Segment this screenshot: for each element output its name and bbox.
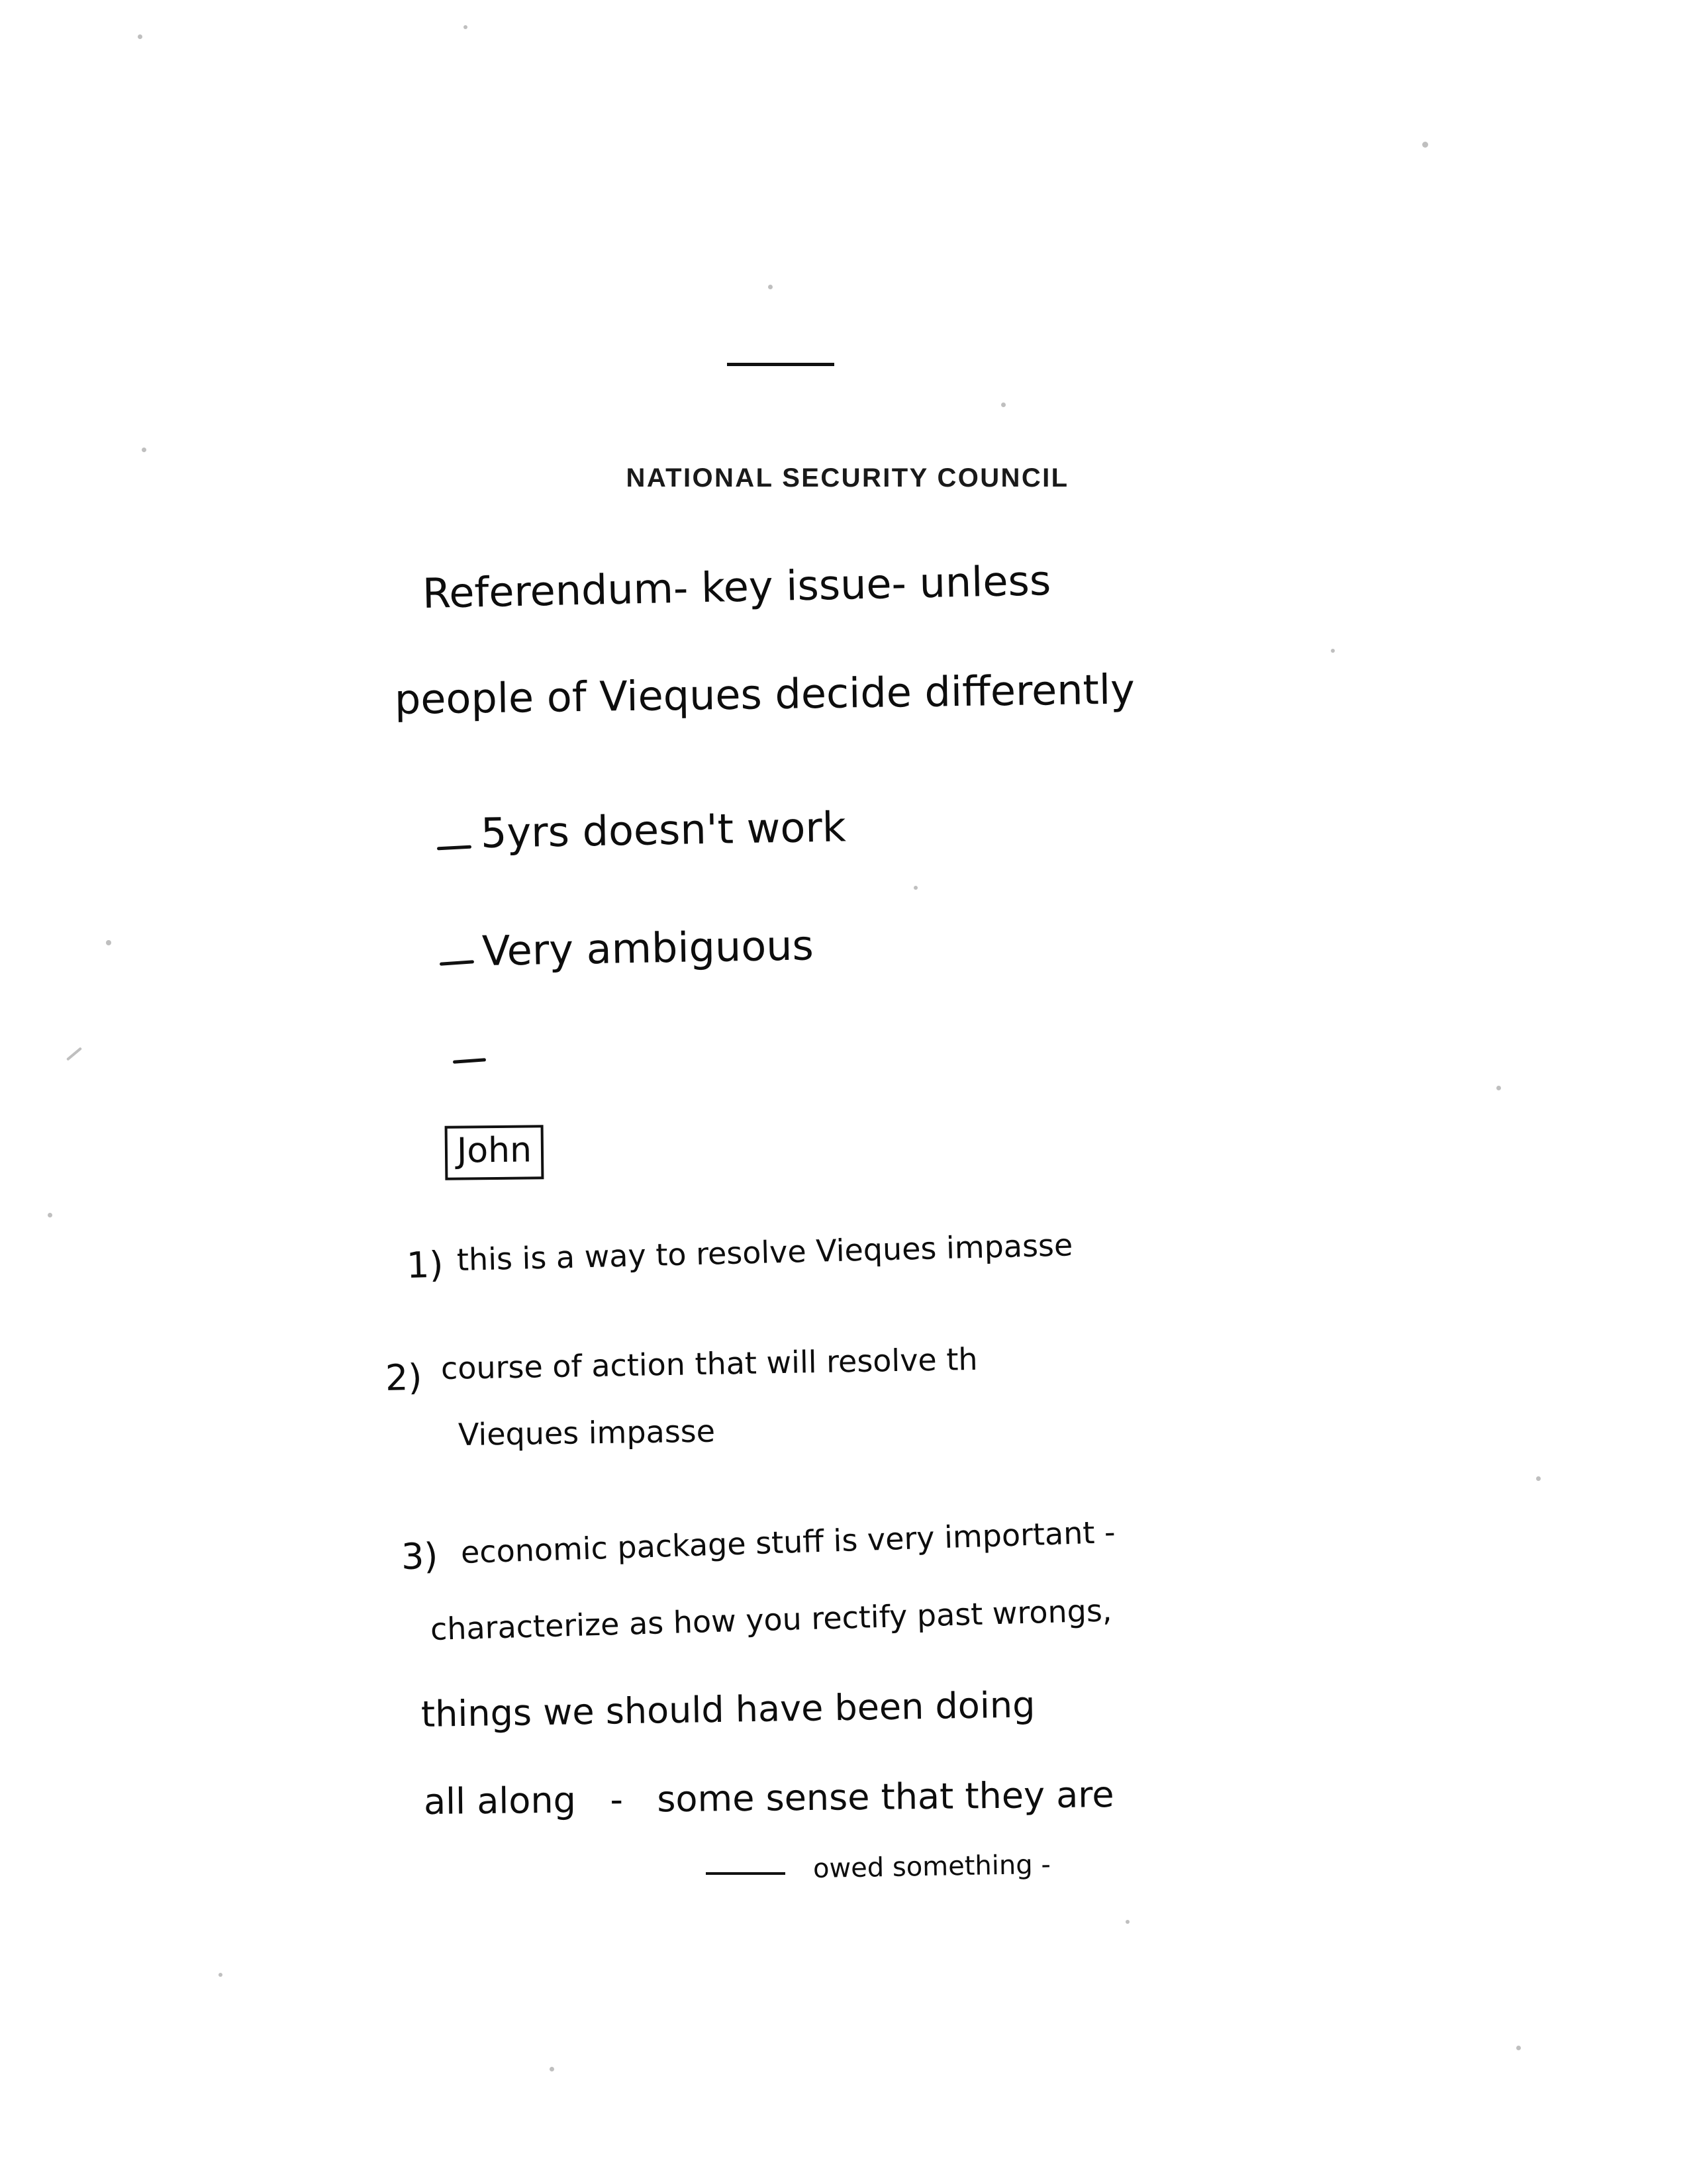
section-label-john: John bbox=[445, 1125, 544, 1180]
scan-speck bbox=[1536, 1476, 1541, 1481]
scan-speck bbox=[1516, 2046, 1521, 2050]
scan-speck bbox=[1422, 142, 1428, 148]
note-item-2-line-2: Vieques impasse bbox=[458, 1413, 716, 1452]
scan-speck bbox=[463, 25, 467, 29]
scan-speck bbox=[142, 448, 146, 452]
note-item-1-number: 1) bbox=[406, 1243, 444, 1286]
letterhead-rule bbox=[727, 363, 834, 366]
scan-speck bbox=[1496, 1086, 1501, 1090]
letterhead-title: NATIONAL SECURITY COUNCIL bbox=[626, 463, 1069, 493]
note-line-opening-1: Referendum- key issue- unless bbox=[422, 556, 1051, 618]
note-item-3-line-4: all along - some sense that they are bbox=[423, 1774, 1114, 1823]
note-item-1-line-1: this is a way to resolve Vieques impasse bbox=[456, 1227, 1073, 1278]
note-item-3-line-2: characterize as how you rectify past wrongs, bbox=[430, 1592, 1113, 1647]
note-bullet-2: Very ambiguous bbox=[481, 921, 814, 975]
scan-speck bbox=[1001, 403, 1006, 407]
note-item-3-line-5: owed something - bbox=[812, 1849, 1051, 1884]
scan-speck bbox=[1331, 649, 1335, 653]
scan-speck bbox=[218, 1973, 222, 1977]
note-underline bbox=[706, 1872, 785, 1875]
note-line-opening-2: people of Vieques decide differently bbox=[394, 665, 1136, 724]
bullet-dash-3 bbox=[453, 1058, 486, 1063]
scan-speck bbox=[914, 886, 918, 890]
note-item-3-line-1: economic package stuff is very important - bbox=[460, 1513, 1116, 1570]
scan-speck bbox=[1126, 1920, 1130, 1924]
note-item-3-number: 3) bbox=[401, 1535, 438, 1578]
note-bullet-1: 5yrs doesn't work bbox=[480, 802, 847, 857]
scan-speck bbox=[550, 2067, 554, 2071]
bullet-dash-2 bbox=[440, 960, 474, 966]
note-item-2-number: 2) bbox=[385, 1356, 423, 1399]
scan-speck bbox=[66, 1047, 82, 1061]
bullet-dash-1 bbox=[437, 845, 471, 851]
scan-speck bbox=[106, 940, 111, 945]
note-item-2-line-1: course of action that will resolve th bbox=[440, 1341, 978, 1386]
scan-speck bbox=[138, 34, 142, 39]
scan-speck bbox=[768, 285, 773, 289]
scan-speck bbox=[48, 1213, 52, 1217]
note-item-3-line-3: things we should have been doing bbox=[420, 1684, 1036, 1735]
